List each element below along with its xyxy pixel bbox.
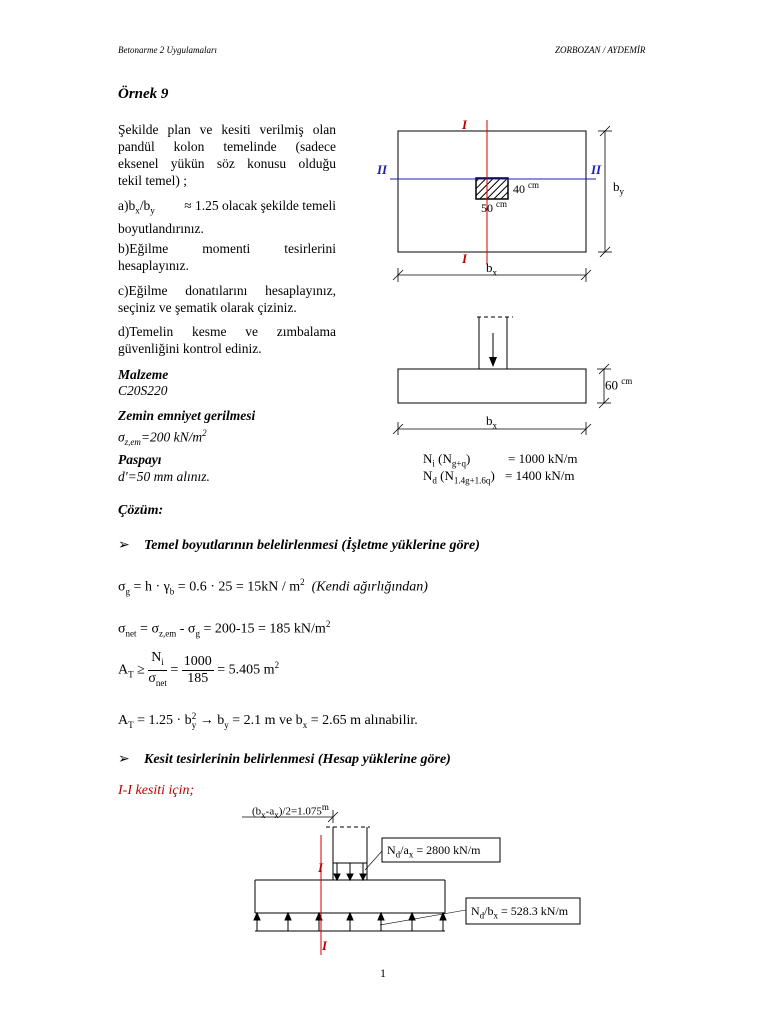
plan-figure [370,110,660,290]
equation-sigma-g: $\sigma_g = h \cdot \gamma_b = 0.6 \cdot 25 = 15kN / m^2$ (Kendi ağırlığından) [118,577,428,597]
equation-area: $A_T$ ≥ $\frac{N_i}{\sigma_{net}}$ = $\frac{1000}{185}$ = 5.405 $m^2$ [118,650,279,691]
loading-diagram [230,805,590,960]
intro-line: pandül kolon temelinde (sadece [118,139,336,154]
paspay-value: d'=50 mm alınız. [118,469,210,484]
qa-rest: ≈ 1.25 olacak şekilde temeli [184,198,336,213]
load-row-1: $N_i$ $(N_{g+q})$ [423,451,471,469]
section-height-label: 60 $^{cm}$ [605,376,633,393]
plan-label-II-left: II [377,162,388,177]
malzeme-value: C20S220 [118,383,168,398]
load-row-2-value: = 1400 kN/m [505,468,575,483]
plan-dim-by: $b_y$ [613,179,624,197]
equation-dimensions: $A_T = 1.25 \cdot b$ 2 y → $b_y = 2.1$ m ve $b_x = 2.65$ m alınabilir. [118,711,418,731]
soil-pressure-arrows [254,913,446,931]
intro-line: tekil temel) ; [118,173,187,188]
fraction-1000-185: $\frac{1000}{185}$ [183,653,212,686]
solution-title: Çözüm: [118,503,164,518]
equation-sigma-net: $\sigma_{net} = \sigma_{z,em} - \sigma_g = 200-15 = 185$ $kN/m^2$ [118,619,331,639]
zemin-label: Zemin emniyet gerilmesi [118,408,256,423]
intro-line: eksenel yükün söz konusu olduğu [118,156,336,171]
plan-dim-bx: $b_x$ [486,260,497,278]
question-d: d)Temelin kesme ve zımbalama güvenliğini kontrol ediniz. [118,324,336,356]
column-hatched [476,178,508,199]
bullet-icon: ➢ [118,538,130,553]
question-a-line2: boyutlandırınız. [118,220,204,236]
section-bx-label: $b_x$ [486,413,497,431]
overhang-dim-label: $(b_x-a_x)/2=1.075^m$ [252,802,329,820]
soil-load-label: $N_d/b_x = 528.3$ kN/m [471,904,569,921]
plan-label-II-right: II [591,162,602,177]
malzeme-label: Malzeme [118,367,169,382]
column-dim-b: 50 $^{cm}$ [481,199,507,215]
section-figure [380,305,650,435]
fraction-ni-sigma: $\frac{N_i}{\sigma_{net}}$ [148,650,167,688]
bullet-icon: ➢ [118,752,130,767]
column-dim-a: 40 $^{cm}$ [513,180,539,196]
header-right: ZORBOZAN / AYDEMİR [555,45,646,55]
page-number: 1 [380,966,386,980]
section2-heading: Kesit tesirlerinin belirlenmesi (Hesap yüklerine göre) [144,752,451,767]
question-b-line2: hesaplayınız. [118,258,189,273]
load-row-1-value: = 1000 kN/m [508,451,578,466]
zemin-value: $\sigma_{z,em}=200$ $kN/m^2$ [118,428,207,448]
section1-heading: Temel boyutlarının belelirlenmesi (İşletme yüklerine göre) [144,538,480,553]
example-title: Örnek 9 [118,86,169,102]
intro-line: Şekilde plan ve kesiti verilmiş olan [118,122,336,137]
question-c: c)Eğilme donatılarını hesaplayınız, seçiniz ve şematik olarak çiziniz. [118,283,336,315]
paspay-label: Paspayı [118,452,162,467]
plan-label-I-top: I [462,117,468,132]
question-b-line1: b)Eğilme momenti tesirlerini [118,241,336,256]
column-load-arrows [334,863,366,880]
question-b [118,240,336,274]
problem-intro [118,121,336,189]
question-a [118,197,336,237]
question-a-line1 [118,197,336,220]
bottom-label-I-bottom: I [322,938,328,953]
header-left: Betonarme 2 Uygulamaları [118,45,217,55]
bottom-label-I-top: I [318,860,324,875]
load-row-2: $N_d$ $(N_{1.4g+1.6q})$ [423,468,495,486]
qa-ratio: $a)b_x/b_y$ [118,198,155,216]
footing-section [398,369,586,403]
section-I-heading: I-I kesiti için; [118,783,195,798]
plan-label-I-bottom: I [462,251,468,266]
column-load-label: $N_d/a_x = 2800$ kN/m [387,843,481,860]
